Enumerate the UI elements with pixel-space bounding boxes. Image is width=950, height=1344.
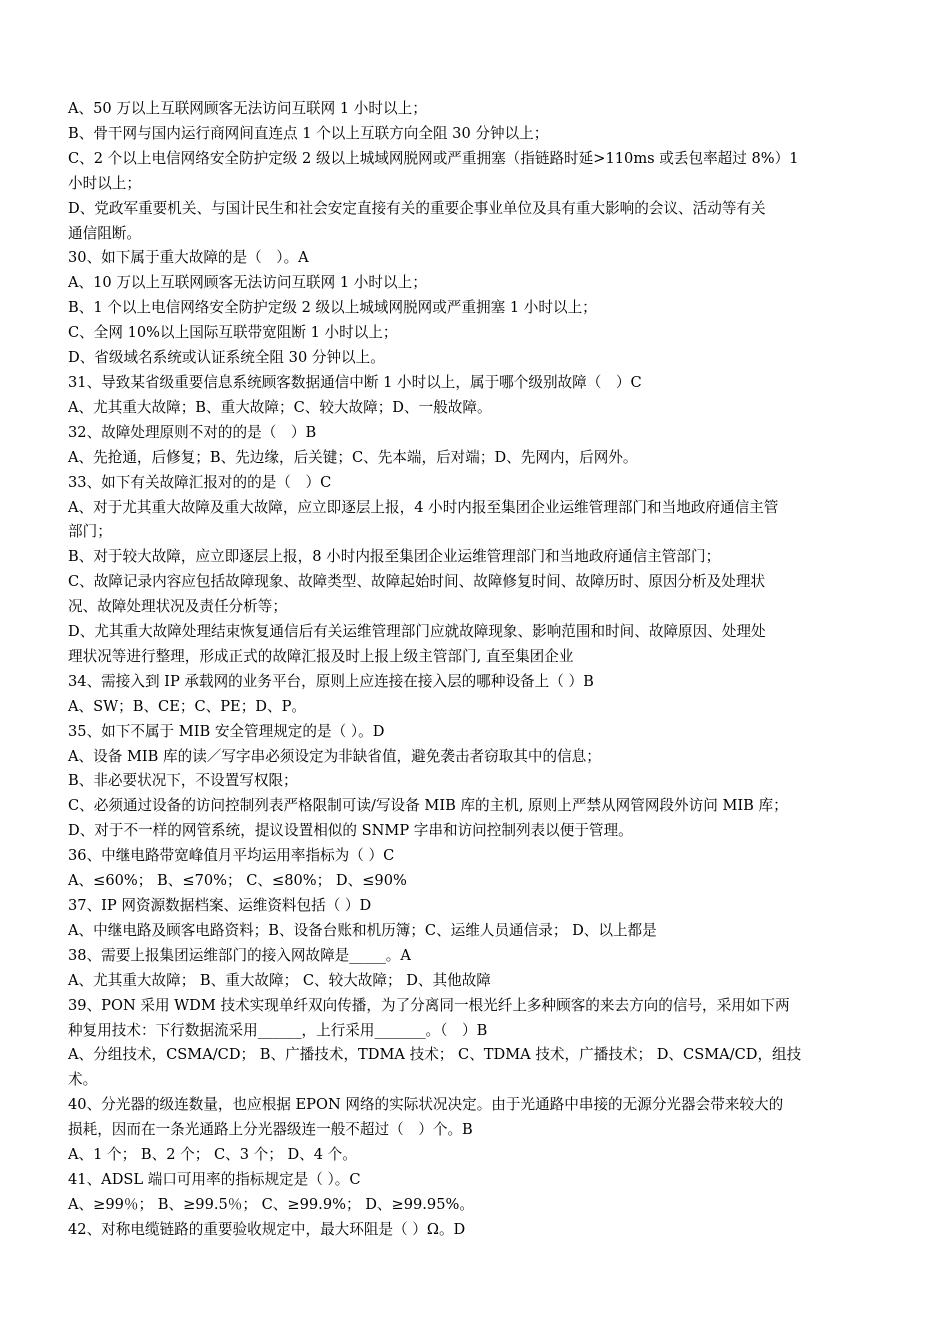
text-line: A、分组技术，CSMA/CD； B、广播技术，TDMA 技术； C、TDMA 技术，广播技术； D、CSMA/CD，组技 bbox=[68, 1046, 802, 1064]
text-line: 30、如下属于重大故障的是（ ）。A bbox=[68, 249, 309, 267]
text-line: A、50 万以上互联网顾客无法访问互联网 1 小时以上； bbox=[68, 100, 427, 117]
text-line: B、骨干网与国内运行商网间直连点 1 个以上互联方向全阻 30 分钟以上； bbox=[68, 124, 549, 142]
text-line: 40、分光器的级连数量，也应根据 EPON 网络的实际状况决定。由于光通路中串接的无源分光器会带来较大的 bbox=[68, 1096, 784, 1114]
text-line: 39、PON 采用 WDM 技术实现单纤双向传播，为了分离同一根光纤上多种顾客的来去方向的信号，采用如下两 bbox=[68, 996, 790, 1014]
text-line: 32、故障处理原则不对的的是（ ）B bbox=[68, 423, 317, 441]
text-line: A、先抢通，后修复；B、先边缘，后关键；C、先本端，后对端；D、先网内，后网外。 bbox=[68, 448, 638, 466]
text-line: B、对于较大故障，应立即逐层上报，8 小时内报至集团企业运维管理部门和当地政府通信主管部门； bbox=[68, 548, 721, 566]
text-line: 31、导致某省级重要信息系统顾客数据通信中断 1 小时以上，属于哪个级别故障（ ）C bbox=[68, 373, 642, 391]
text-line: 种复用技术：下行数据流采用______，上行采用_______。（ ）B bbox=[68, 1021, 488, 1039]
text-line: C、全网 10%以上国际互联带宽阻断 1 小时以上； bbox=[68, 324, 398, 342]
text-line: D、省级域名系统或认证系统全阻 30 分钟以上。 bbox=[68, 349, 385, 367]
text-line: C、故障记录内容应包括故障现象、故障类型、故障起始时间、故障修复时间、故障历时、原因分析及处理状 bbox=[68, 573, 766, 591]
text-line: 41、ADSL 端口可用率的指标规定是（ ）。C bbox=[68, 1170, 361, 1188]
text-line: A、中继电路及顾客电路资料；B、设备台账和机历簿；C、运维人员通信录； D、以上都是 bbox=[68, 921, 657, 939]
text-line: C、必须通过设备的访问控制列表严格限制可读/写设备 MIB 库的主机, 原则上严禁从网管网段外访问 MIB 库； bbox=[68, 797, 788, 815]
text-line: 38、需要上报集团运维部门的接入网故障是_____。A bbox=[68, 946, 411, 964]
text-line: A、对于尤其重大故障及重大故障，应立即逐层上报，4 小时内报至集团企业运维管理部门和当地政府通信主管 bbox=[68, 498, 779, 516]
text-line: A、设备 MIB 库的读／写字串必须设定为非缺省值，避免袭击者窃取其中的信息； bbox=[68, 747, 601, 765]
text-line: 通信阻断。 bbox=[68, 224, 141, 242]
text-line: 部门； bbox=[68, 523, 112, 541]
text-line: 术。 bbox=[68, 1071, 98, 1089]
text-line: 34、需接入到 IP 承载网的业务平台，原则上应连接在接入层的哪种设备上（ ）B bbox=[68, 672, 594, 690]
text-line: A、10 万以上互联网顾客无法访问互联网 1 小时以上； bbox=[68, 274, 427, 292]
text-line: C、2 个以上电信网络安全防护定级 2 级以上城域网脱网或严重拥塞（指链路时延>110ms 或丢包率超过 8%）1 bbox=[68, 149, 799, 167]
text-line: A、≥99％； B、≥99.5％； C、≥99.9%； D、≥99.95%。 bbox=[68, 1195, 474, 1213]
text-line: 况、故障处理状况及责任分析等； bbox=[68, 598, 287, 616]
text-line: A、SW；B、CE；C、PE；D、P。 bbox=[68, 697, 306, 715]
text-line: 理状况等进行整理，形成正式的故障汇报及时上报上级主管部门, 直至集团企业 bbox=[68, 647, 574, 665]
text-line: 35、如下不属于 MIB 安全管理规定的是（ ）。D bbox=[68, 722, 385, 740]
text-line: 33、如下有关故障汇报对的的是（ ）C bbox=[68, 473, 332, 491]
text-line: A、尤其重大故障； B、重大故障； C、较大故障； D、其他故障 bbox=[68, 971, 491, 989]
text-line: 小时以上； bbox=[68, 174, 141, 192]
text-line: D、对于不一样的网管系统，提议设置相似的 SNMP 字串和访问控制列表以便于管理。 bbox=[68, 822, 633, 840]
text-line: 损耗，因而在一条光通路上分光器级连一般不超过（ ）个。B bbox=[68, 1121, 473, 1139]
text-line: 42、对称电缆链路的重要验收规定中，最大环阻是（ ）Ω。D bbox=[68, 1220, 466, 1238]
text-line: D、尤其重大故障处理结束恢复通信后有关运维管理部门应就故障现象、影响范围和时间、故障原因、处理处 bbox=[68, 623, 766, 641]
text-line: D、党政军重要机关、与国计民生和社会安定直接有关的重要企事业单位及具有重大影响的会议、活动等有关 bbox=[68, 199, 766, 217]
text-line: 36、中继电路带宽峰值月平均运用率指标为（ ）C bbox=[68, 847, 395, 865]
text-line: B、1 个以上电信网络安全防护定级 2 级以上城域网脱网或严重拥塞 1 小时以上； bbox=[68, 299, 597, 317]
text-line: 37、IP 网资源数据档案、运维资料包括（ ）D bbox=[68, 897, 372, 914]
text-line: A、1 个； B、2 个； C、3 个； D、4 个。 bbox=[68, 1146, 357, 1164]
document-body bbox=[68, 97, 882, 1243]
text-line: A、≤60%； B、≤70%； C、≤80%； D、≤90% bbox=[68, 872, 407, 890]
text-line: B、非必要状况下，不设置写权限； bbox=[68, 772, 298, 790]
text-line: A、尤其重大故障；B、重大故障；C、较大故障；D、一般故障。 bbox=[68, 398, 492, 416]
